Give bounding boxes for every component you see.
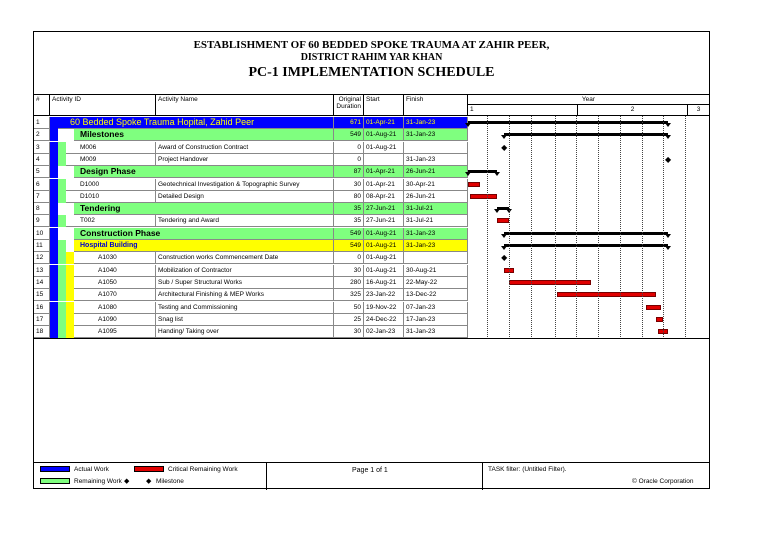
wbs-indent-strip [50, 166, 58, 178]
finish-date [404, 142, 468, 154]
gantt-gridline [509, 116, 510, 339]
wbs-indent-strip [58, 179, 66, 191]
period-3-header: 3 [688, 105, 709, 116]
critical-work-swatch [134, 466, 164, 472]
duration: 0 [334, 154, 364, 166]
summary-bar-end [501, 246, 507, 250]
activity-id: M006 [66, 142, 156, 154]
finish-date: 31-Jan-23 [404, 228, 468, 240]
summary-bar[interactable] [504, 133, 668, 136]
critical-work-label: Critical Remaining Work [168, 466, 238, 473]
gantt-gridline [531, 116, 532, 339]
summary-bar-end [494, 172, 500, 176]
wbs-indent-strip [50, 277, 58, 289]
table-row[interactable] [34, 302, 709, 314]
period-2-header: 2 [578, 105, 688, 116]
row-number: 10 [34, 228, 50, 240]
duration: 35 [334, 215, 364, 227]
activity-name: Detailed Design [156, 191, 334, 203]
activity-id: Hospital Building [74, 240, 334, 252]
duration: 30 [334, 326, 364, 338]
legend-divider-2 [482, 463, 483, 490]
critical-activity-bar[interactable] [509, 280, 591, 285]
summary-bar-end [665, 234, 671, 238]
summary-bar[interactable] [504, 232, 668, 235]
activity-id: A1090 [74, 314, 156, 326]
activity-name: Architectural Finishing & MEP Works [156, 289, 334, 301]
critical-activity-bar[interactable] [646, 305, 660, 310]
wbs-indent-strip [58, 142, 66, 154]
gantt-gridline [598, 116, 599, 339]
activity-name: Snag list [156, 314, 334, 326]
finish-date: 22-May-22 [404, 277, 468, 289]
wbs-indent-strip [50, 228, 58, 240]
table-row[interactable] [34, 265, 709, 277]
activity-name: Handing/ Taking over [156, 326, 334, 338]
milestone-legend-icon: ◆ [146, 478, 152, 485]
finish-date: 26-Jun-21 [404, 191, 468, 203]
row-number: 6 [34, 179, 50, 191]
row-number: 15 [34, 289, 50, 301]
wbs-indent-strip [66, 302, 74, 314]
wbs-indent-strip [58, 314, 66, 326]
col-year-header: Year [468, 94, 709, 105]
schedule-title: PC-1 IMPLEMENTATION SCHEDULE [248, 65, 495, 80]
finish-date: 17-Jan-23 [404, 314, 468, 326]
summary-bar-end [665, 246, 671, 250]
table-row[interactable] [34, 154, 709, 166]
page-number: Page 1 of 1 [352, 467, 388, 474]
copyright: © Oracle Corporation [632, 478, 694, 485]
finish-date: 31-Jul-21 [404, 203, 468, 215]
row-number: 13 [34, 265, 50, 277]
wbs-indent-strip [50, 191, 58, 203]
milestone-icon: ◆ [124, 478, 130, 485]
row-number: 8 [34, 203, 50, 215]
wbs-indent-strip [58, 154, 66, 166]
wbs-indent-strip [50, 215, 58, 227]
duration: 549 [334, 240, 364, 252]
wbs-indent-strip [50, 240, 58, 252]
start-date: 01-Aug-21 [364, 252, 404, 264]
row-number: 7 [34, 191, 50, 203]
activity-id: A1030 [74, 252, 156, 264]
wbs-indent-strip [66, 289, 74, 301]
summary-bar-end [665, 123, 671, 127]
table-row[interactable] [34, 215, 709, 227]
critical-activity-bar[interactable] [470, 194, 497, 199]
row-number: 9 [34, 215, 50, 227]
col-finish-header: Finish [404, 94, 468, 116]
wbs-indent-strip [50, 265, 58, 277]
activity-id: A1095 [74, 326, 156, 338]
summary-bar-end [501, 135, 507, 139]
table-row[interactable] [34, 166, 709, 178]
duration: 0 [334, 252, 364, 264]
finish-date: 31-Jan-23 [404, 154, 468, 166]
finish-date: 31-Jan-23 [404, 326, 468, 338]
col-id-header: Activity ID [50, 94, 156, 116]
wbs-indent-strip [66, 314, 74, 326]
start-date: 08-Apr-21 [364, 191, 404, 203]
activity-id: A1080 [74, 302, 156, 314]
summary-bar[interactable] [504, 244, 668, 247]
remaining-work-label: Remaining Work [74, 478, 122, 485]
summary-bar-end [465, 123, 471, 127]
activity-name: Construction works Commencement Date [156, 252, 334, 264]
milestone-marker: ◆ [665, 154, 672, 164]
start-date: 23-Jan-22 [364, 289, 404, 301]
table-row[interactable] [34, 314, 709, 326]
duration: 35 [334, 203, 364, 215]
summary-bar-end [501, 234, 507, 238]
activity-id: Design Phase [74, 166, 334, 178]
wbs-indent-strip [66, 326, 74, 338]
start-date: 01-Aug-21 [364, 240, 404, 252]
finish-date: 31-Jan-23 [404, 129, 468, 141]
remaining-work-swatch [40, 478, 70, 484]
row-number: 17 [34, 314, 50, 326]
start-date: 02-Jan-23 [364, 326, 404, 338]
summary-bar-end [665, 135, 671, 139]
legend-divider-1 [266, 463, 267, 490]
start-date: 01-Apr-21 [364, 166, 404, 178]
table-row[interactable] [34, 252, 709, 264]
table-row[interactable] [34, 191, 709, 203]
duration: 0 [334, 142, 364, 154]
start-date: 01-Apr-21 [364, 179, 404, 191]
activity-name: Geotechnical Investigation & Topographic Survey [156, 179, 334, 191]
activity-name: Sub / Super Structural Works [156, 277, 334, 289]
actual-work-label: Actual Work [74, 466, 109, 473]
table-row[interactable] [34, 179, 709, 191]
summary-bar-end [494, 209, 500, 213]
table-row[interactable] [34, 142, 709, 154]
critical-activity-bar[interactable] [497, 218, 509, 223]
activity-id: A1070 [74, 289, 156, 301]
summary-bar-end [465, 172, 471, 176]
activity-id: Milestones [74, 129, 334, 141]
activity-name: Award of Construction Contract [156, 142, 334, 154]
wbs-indent-strip [50, 117, 58, 129]
milestone-marker: ◆ [501, 253, 508, 263]
table-row[interactable] [34, 326, 709, 338]
wbs-indent-strip [50, 289, 58, 301]
col-num-header: # [34, 94, 50, 116]
critical-activity-bar[interactable] [468, 182, 480, 187]
start-date: 01-Apr-21 [364, 117, 404, 129]
gantt-gridline [685, 116, 686, 339]
critical-activity-bar[interactable] [656, 317, 663, 322]
start-date [364, 154, 404, 166]
row-number: 12 [34, 252, 50, 264]
start-date: 01-Aug-21 [364, 129, 404, 141]
duration: 30 [334, 265, 364, 277]
col-start-header: Start [364, 94, 404, 116]
table-bottom-border [34, 338, 709, 339]
duration: 80 [334, 191, 364, 203]
row-number: 11 [34, 240, 50, 252]
start-date: 27-Jun-21 [364, 215, 404, 227]
col-name-header: Activity Name [156, 94, 334, 116]
activity-name: Tendering and Award [156, 215, 334, 227]
summary-bar[interactable] [468, 121, 668, 124]
wbs-indent-strip [50, 302, 58, 314]
activity-name: Project Handover [156, 154, 334, 166]
wbs-indent-strip [66, 277, 74, 289]
project-title-line1: ESTABLISHMENT OF 60 BEDDED SPOKE TRAUMA AT ZAHIR PEER, [193, 39, 550, 51]
wbs-indent-strip [58, 240, 66, 252]
finish-date: 31-Jul-21 [404, 215, 468, 227]
wbs-indent-strip [50, 314, 58, 326]
finish-date [404, 252, 468, 264]
duration: 50 [334, 302, 364, 314]
start-date: 01-Aug-21 [364, 142, 404, 154]
gantt-gridline [620, 116, 621, 339]
finish-date: 07-Jan-23 [404, 302, 468, 314]
wbs-indent-strip [66, 265, 74, 277]
gantt-gridline [576, 116, 577, 339]
col-duration-header: Original Duration [334, 94, 364, 116]
wbs-indent-strip [58, 252, 66, 264]
start-date: 19-Nov-22 [364, 302, 404, 314]
wbs-indent-strip [58, 277, 66, 289]
project-title-line2: DISTRICT RAHIM YAR KHAN [300, 52, 443, 63]
finish-date: 26-Jun-21 [404, 166, 468, 178]
summary-bar[interactable] [468, 170, 497, 173]
wbs-indent-strip [58, 265, 66, 277]
duration: 671 [334, 117, 364, 129]
activity-id: Construction Phase [74, 228, 334, 240]
finish-date: 31-Jan-23 [404, 117, 468, 129]
wbs-indent-strip [58, 191, 66, 203]
wbs-indent-strip [58, 326, 66, 338]
milestone-marker: ◆ [501, 142, 508, 152]
wbs-indent-strip [66, 252, 74, 264]
finish-date: 30-Apr-21 [404, 179, 468, 191]
activity-id: D1010 [66, 191, 156, 203]
duration: 87 [334, 166, 364, 178]
finish-date: 31-Jan-23 [404, 240, 468, 252]
row-number: 4 [34, 154, 50, 166]
duration: 549 [334, 129, 364, 141]
activity-id: Tendering [74, 203, 334, 215]
wbs-indent-strip [50, 129, 58, 141]
activity-id: T002 [66, 215, 156, 227]
task-filter: TASK filter: (Untitled Filter). [488, 466, 567, 473]
activity-id: 60 Bedded Spoke Trauma Hopital, Zahid Peer [58, 117, 334, 129]
activity-id: M009 [66, 154, 156, 166]
gantt-gridline [487, 116, 488, 339]
wbs-indent-strip [50, 154, 58, 166]
wbs-indent-strip [58, 215, 66, 227]
start-date: 27-Jun-21 [364, 203, 404, 215]
wbs-indent-strip [58, 302, 66, 314]
row-number: 2 [34, 129, 50, 141]
finish-date: 30-Aug-21 [404, 265, 468, 277]
gantt-gridline [642, 116, 643, 339]
start-date: 01-Aug-21 [364, 228, 404, 240]
table-row[interactable] [34, 203, 709, 215]
row-number: 5 [34, 166, 50, 178]
activity-name: Testing and Commissioning [156, 302, 334, 314]
start-date: 16-Aug-21 [364, 277, 404, 289]
row-number: 1 [34, 117, 50, 129]
duration: 325 [334, 289, 364, 301]
gantt-gridline [555, 116, 556, 339]
duration: 549 [334, 228, 364, 240]
activity-id: D1000 [66, 179, 156, 191]
actual-work-swatch [40, 466, 70, 472]
schedule-page [33, 31, 710, 489]
row-number: 18 [34, 326, 50, 338]
gantt-gridline [663, 116, 664, 339]
finish-date: 13-Dec-22 [404, 289, 468, 301]
milestone-label: Milestone [156, 478, 184, 485]
legend [34, 462, 709, 490]
duration: 25 [334, 314, 364, 326]
wbs-indent-strip [58, 289, 66, 301]
wbs-indent-strip [50, 252, 58, 264]
wbs-indent-strip [50, 179, 58, 191]
wbs-indent-strip [50, 203, 58, 215]
wbs-indent-strip [50, 326, 58, 338]
start-date: 01-Aug-21 [364, 265, 404, 277]
row-number: 14 [34, 277, 50, 289]
activity-id: A1050 [74, 277, 156, 289]
duration: 280 [334, 277, 364, 289]
start-date: 24-Dec-22 [364, 314, 404, 326]
row-number: 16 [34, 302, 50, 314]
row-number: 3 [34, 142, 50, 154]
period-1-header: 1 [468, 105, 578, 116]
activity-name: Mobilization of Contractor [156, 265, 334, 277]
activity-id: A1040 [74, 265, 156, 277]
duration: 30 [334, 179, 364, 191]
table-row[interactable] [34, 277, 709, 289]
wbs-indent-strip [50, 142, 58, 154]
